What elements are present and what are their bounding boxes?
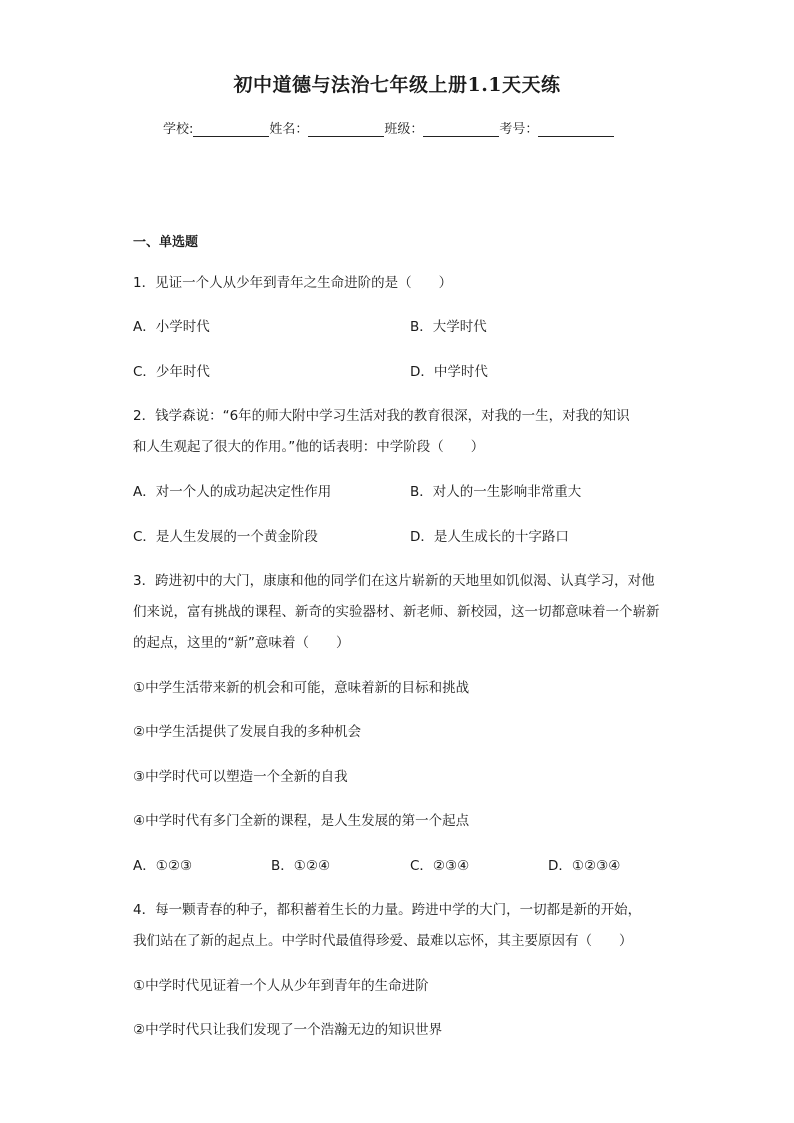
section-heading: 一、单选题 bbox=[133, 235, 199, 250]
q2-stem-line2: 和人生观起了很大的作用。”他的话表明：中学阶段（ ） bbox=[133, 439, 485, 455]
name-label: 姓名： bbox=[269, 122, 309, 137]
q3-stem-line1: 3．跨进初中的大门，康康和他的同学们在这片崭新的天地里如饥似渴、认真学习，对他 bbox=[133, 573, 655, 589]
q2-option-b[interactable]: B．对人的一生影响非常重大 bbox=[410, 484, 582, 500]
q3-statement-4: ④中学时代有多门全新的课程，是人生发展的第一个起点 bbox=[133, 813, 470, 829]
school-label: 学校: bbox=[163, 122, 194, 137]
class-label: 班级： bbox=[384, 122, 424, 137]
q1-option-b[interactable]: B．大学时代 bbox=[410, 319, 487, 335]
q3-option-b[interactable]: B．①②④ bbox=[271, 858, 331, 874]
exam-no-label: 考号： bbox=[499, 122, 539, 137]
q2-option-d[interactable]: D．是人生成长的十字路口 bbox=[410, 529, 569, 545]
q3-statement-1: ①中学生活带来新的机会和可能，意味着新的目标和挑战 bbox=[133, 680, 470, 696]
q3-option-c[interactable]: C．②③④ bbox=[410, 858, 470, 874]
q3-statement-2: ②中学生活提供了发展自我的多种机会 bbox=[133, 724, 362, 740]
q1-option-a[interactable]: A．小学时代 bbox=[133, 319, 210, 335]
student-info-row bbox=[163, 118, 614, 137]
q2-option-c[interactable]: C．是人生发展的一个黄金阶段 bbox=[133, 529, 318, 545]
q3-stem-line2: 们来说，富有挑战的课程、新奇的实验器材、新老师、新校园，这一切都意味着一个崭新 bbox=[133, 604, 660, 620]
class-field[interactable] bbox=[423, 122, 499, 137]
q3-stem-line3: 的起点，这里的“新”意味着（ ） bbox=[133, 635, 350, 651]
q4-statement-2: ②中学时代只让我们发现了一个浩瀚无边的知识世界 bbox=[133, 1022, 443, 1038]
q1-stem: 1．见证一个人从少年到青年之生命进阶的是（ ） bbox=[133, 275, 453, 291]
q4-stem-line1: 4．每一颗青春的种子，都积蓄着生长的力量。跨进中学的大门，一切都是新的开始， bbox=[133, 902, 642, 918]
q3-option-a[interactable]: A．①②③ bbox=[133, 858, 193, 874]
q4-statement-1: ①中学时代见证着一个人从少年到青年的生命进阶 bbox=[133, 978, 429, 994]
name-field[interactable] bbox=[308, 122, 384, 137]
q2-stem-line1: 2．钱学森说：“6年的师大附中学习生活对我的教育很深，对我的一生，对我的知识 bbox=[133, 408, 630, 424]
q3-option-d[interactable]: D．①②③④ bbox=[548, 858, 621, 874]
q3-statement-3: ③中学时代可以塑造一个全新的自我 bbox=[133, 769, 348, 785]
q4-stem-line2: 我们站在了新的起点上。中学时代最值得珍爱、最难以忘怀，其主要原因有（ ） bbox=[133, 933, 633, 949]
q1-option-d[interactable]: D．中学时代 bbox=[410, 364, 488, 380]
school-field[interactable] bbox=[193, 122, 269, 137]
page-title: 初中道德与法治七年级上册1.1天天练 bbox=[233, 74, 561, 96]
q1-option-c[interactable]: C．少年时代 bbox=[133, 364, 210, 380]
exam-no-field[interactable] bbox=[538, 122, 614, 137]
q2-option-a[interactable]: A．对一个人的成功起决定性作用 bbox=[133, 484, 332, 500]
